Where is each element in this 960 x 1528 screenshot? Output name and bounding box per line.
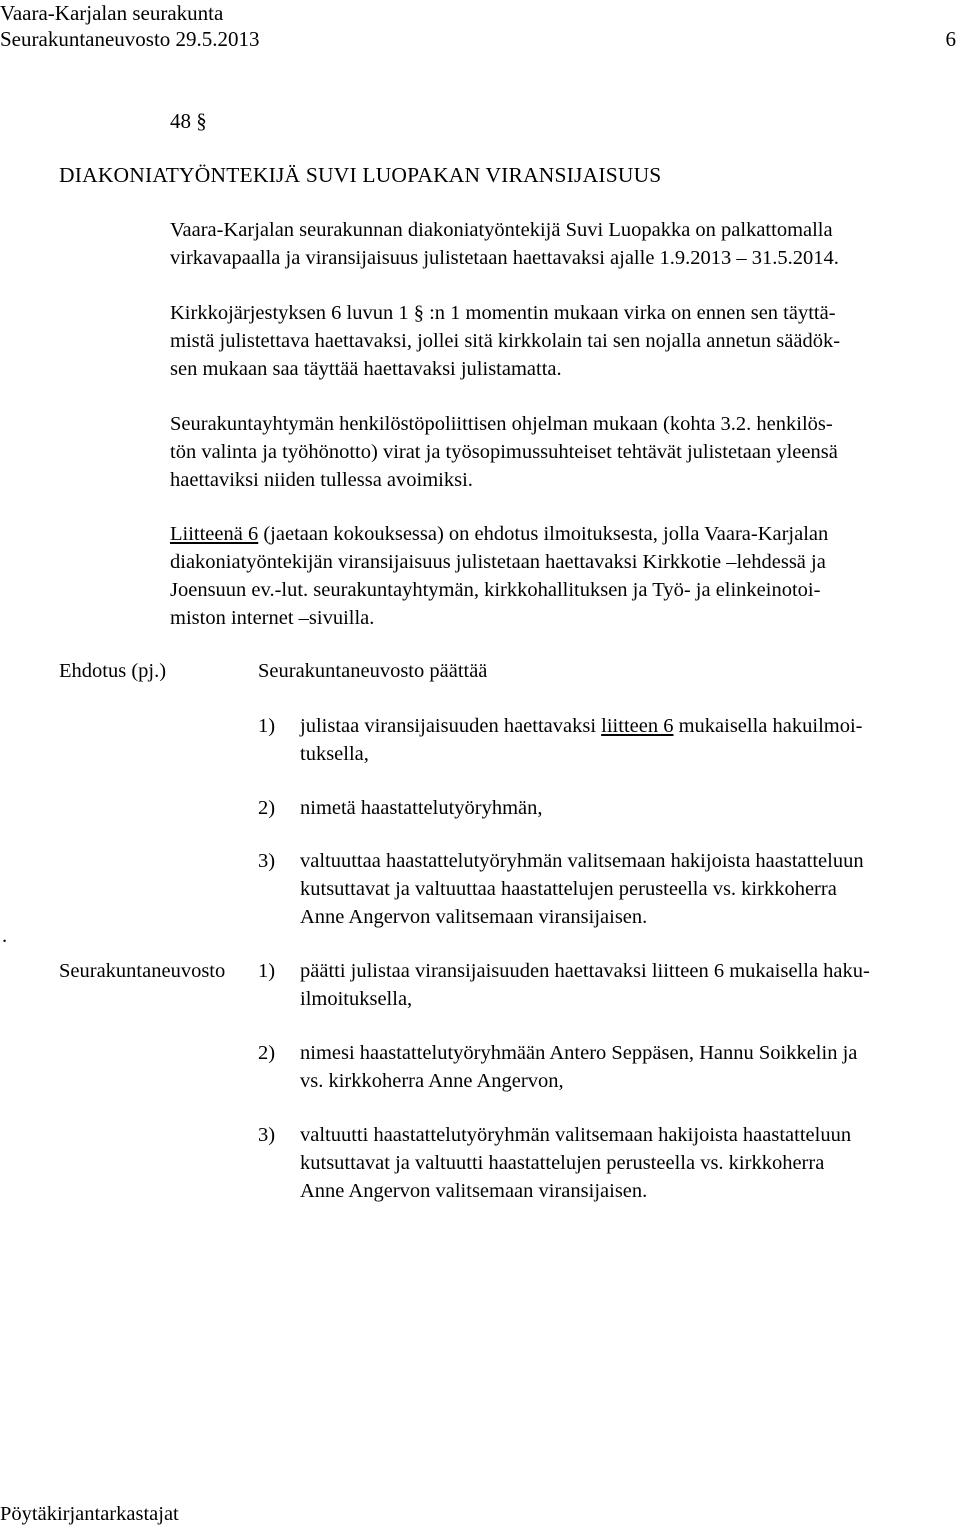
item-text: mukaisella hakuilmoi- <box>673 715 863 737</box>
paragraph-line: Joensuun ev.-lut. seurakuntayhtymän, kirkkohallituksen ja Työ- ja elinkeinotoi- <box>170 579 821 601</box>
item-number: 1) <box>258 960 276 982</box>
item-text: nimesi haastattelutyöryhmään Antero Seppäsen, Hannu Soikkelin ja <box>300 1042 858 1064</box>
header-org: Vaara-Karjalan seurakunta <box>0 1 224 25</box>
paragraph-line: (jaetaan kokouksessa) on ehdotus ilmoituksesta, jolla Vaara-Karjalan <box>258 523 829 545</box>
item-number: 1) <box>258 715 276 737</box>
item-number: 2) <box>258 1042 276 1064</box>
paragraph-line: Kirkkojärjestyksen 6 luvun 1 § :n 1 momentin mukaan virka on ennen sen täyttä- <box>170 302 836 324</box>
decision-item-2 <box>258 1039 857 1095</box>
attachment-link[interactable]: Liitteenä 6 <box>170 523 259 545</box>
item-continuation: tuksella, <box>300 743 369 765</box>
paragraph-line: virkavapaalla ja viransijaisuus julistetaan haettavaksi ajalle 1.9.2013 – 31.5.2014. <box>170 247 839 269</box>
section-title: DIAKONIATYÖNTEKIJÄ SUVI LUOPAKAN VIRANSIJAISUUS <box>59 163 662 187</box>
item-number: 3) <box>258 1124 276 1146</box>
attachment-link[interactable]: liitteen 6 <box>601 715 674 737</box>
page-number: 6 <box>945 27 956 51</box>
section-number: 48 § <box>170 109 207 133</box>
decision-label: Seurakuntaneuvosto <box>59 960 226 982</box>
item-continuation: vs. kirkkoherra Anne Angervon, <box>300 1070 564 1092</box>
paragraph-4 <box>170 520 828 632</box>
item-continuation: kutsuttavat ja valtuutti haastattelujen perusteella vs. kirkkoherra <box>300 1152 825 1174</box>
paragraph-line: Seurakuntayhtymän henkilöstöpoliittisen ohjelman mukaan (kohta 3.2. henkilös- <box>170 413 833 435</box>
item-continuation: Anne Angervon valitsemaan viransijaisen. <box>300 906 648 928</box>
paragraph-1 <box>170 216 839 272</box>
item-continuation: ilmoituksella, <box>300 988 413 1010</box>
header-meeting: Seurakuntaneuvosto 29.5.2013 <box>0 27 260 51</box>
proposal-item-3 <box>258 847 864 931</box>
item-text: valtuuttaa haastattelutyöryhmän valitsemaan hakijoista haastatteluun <box>300 850 864 872</box>
paragraph-line: Vaara-Karjalan seurakunnan diakoniatyöntekijä Suvi Luopakka on palkattomalla <box>170 219 833 241</box>
footer-label: Pöytäkirjantarkastajat <box>0 1503 179 1525</box>
proposal-label: Ehdotus (pj.) <box>59 660 167 682</box>
proposal-intro: Seurakuntaneuvosto päättää <box>258 660 488 682</box>
item-number: 3) <box>258 850 276 872</box>
paragraph-line: haettaviksi niiden tullessa avoimiksi. <box>170 469 473 491</box>
paragraph-line: tön valinta ja työhönotto) virat ja työsopimussuhteiset tehtävät julistetaan yleensä <box>170 441 838 463</box>
paragraph-2 <box>170 299 840 383</box>
margin-dot: . <box>2 925 8 947</box>
proposal-item-2 <box>258 794 543 822</box>
paragraph-3 <box>170 410 838 494</box>
item-continuation: kutsuttavat ja valtuuttaa haastattelujen perusteella vs. kirkkoherra <box>300 878 837 900</box>
decision-item-1 <box>258 957 870 1013</box>
decision-item-3 <box>258 1121 851 1205</box>
item-number: 2) <box>258 797 276 819</box>
item-text: julistaa viransijaisuuden haettavaksi <box>300 715 602 737</box>
paragraph-line: mistä julistettava haettavaksi, jollei sitä kirkkolain tai sen nojalla annetun säädök- <box>170 330 841 352</box>
paragraph-line: miston internet –sivuilla. <box>170 607 375 629</box>
paragraph-line: sen mukaan saa täyttää haettavaksi julistamatta. <box>170 358 562 380</box>
item-continuation: Anne Angervon valitsemaan viransijaisen. <box>300 1180 648 1202</box>
proposal-item-1 <box>258 712 862 768</box>
item-text: valtuutti haastattelutyöryhmän valitsemaan hakijoista haastatteluun <box>300 1124 852 1146</box>
item-text: päätti julistaa viransijaisuuden haettavaksi liitteen 6 mukaisella haku- <box>300 960 870 982</box>
item-text: nimetä haastattelutyöryhmän, <box>300 797 543 819</box>
paragraph-line: diakoniatyöntekijän viransijaisuus julistetaan haettavaksi Kirkkotie –lehdessä ja <box>170 551 826 573</box>
